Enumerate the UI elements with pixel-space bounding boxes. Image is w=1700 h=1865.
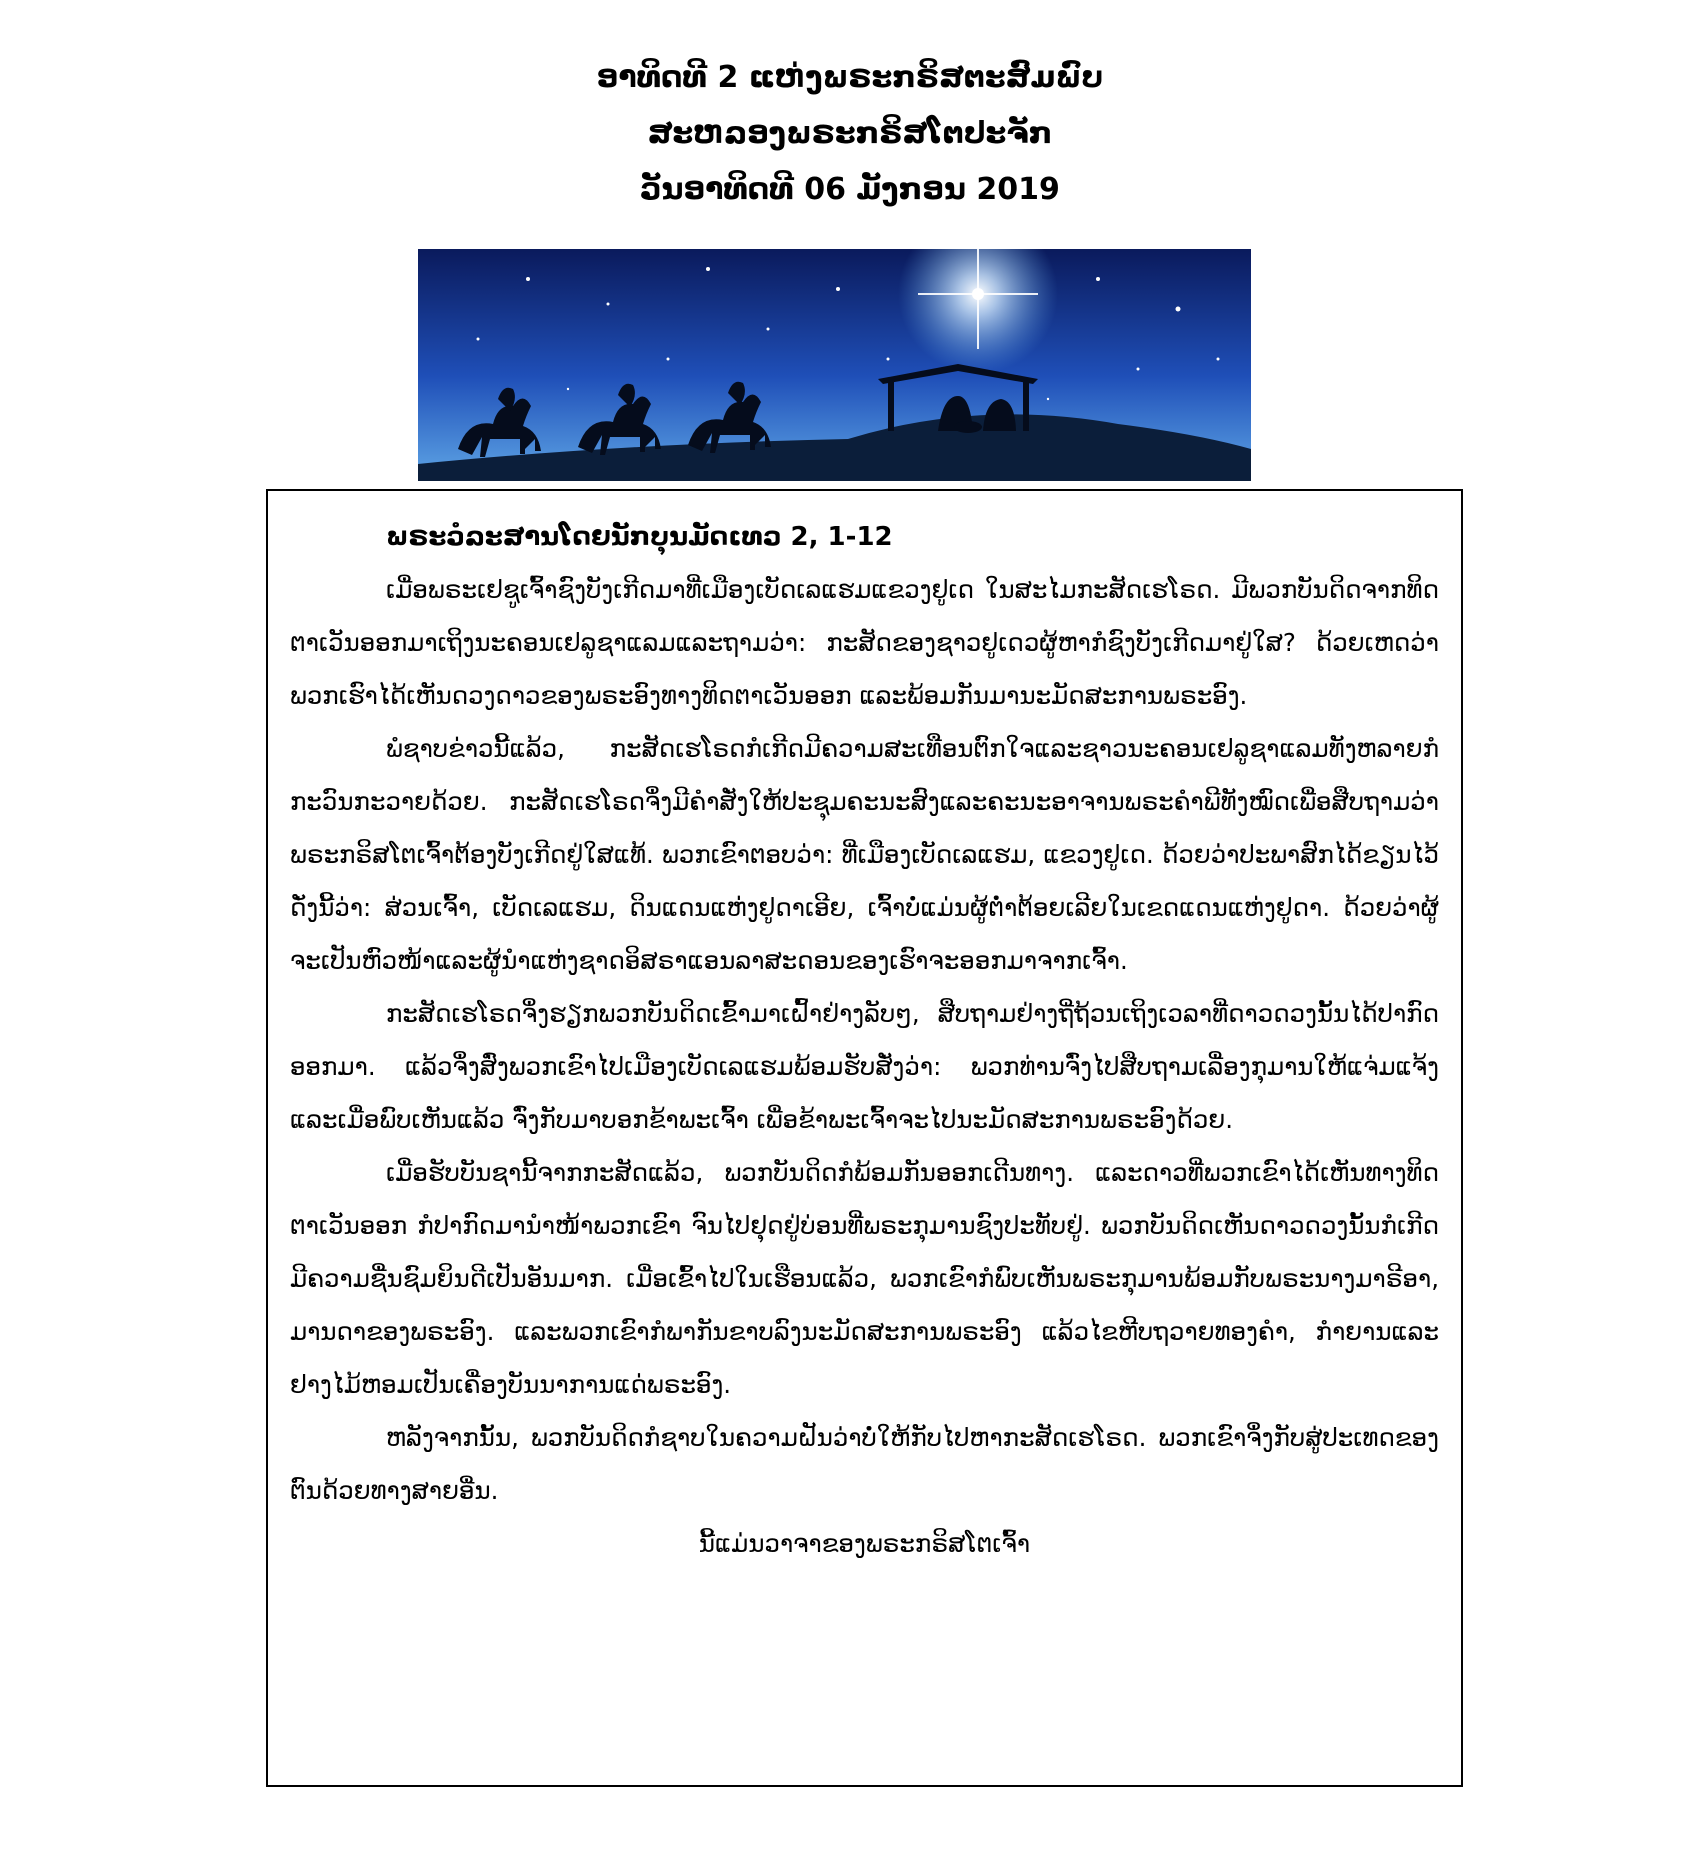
reading-paragraph-1: ເມື່ອພຣະເຢຊູເຈົ້າຊົງບັງເກີດມາທີ່ເມືອງເບັດເລແຮມແຂວງຢູເດ ໃນສະໄມກະສັດເຮໂຣດ. ມີພວກບັນດິດຈາກທິດຕາເວັນອອກມາເຖິງນະຄອນເຢລູຊາແລມແລະຖາມວ່າ: ກະສັດຂອງຊາວຢູເດວຜູ້ຫາກໍຊົງບັງເກີດມາຢູ່ໃສ? ດ້ວຍເຫດວ່າພວກເຮົາໄດ້ເຫັນດວງດາວຂອງພຣະອົງທາງທິດຕາເວັນອອກ ແລະພ້ອມກັນມານະມັດສະການພຣະອົງ.: [290, 575, 1439, 710]
sunday-title: ອາທິດທີ 2 ແຫ່ງພຣະກຣິສຕະສົມພົບ: [596, 60, 1104, 95]
date-title: ວັນອາທິດທີ 06 ມັງກອນ 2019: [640, 172, 1060, 207]
reading-paragraph-4: ເມື່ອຮັບບັນຊານີ້ຈາກກະສັດແລ້ວ, ພວກບັນດິດກໍພ້ອມກັນອອກເດີນທາງ. ແລະດາວທີ່ພວກເຂົາໄດ້ເຫັນທາງທິດຕາເວັນອອກ ກໍປາກົດມານຳໜ້າພວກເຂົາ ຈົນໄປຢຸດຢູ່ບ່ອນທີ່ພຣະກຸມານຊົງປະທັບຢູ່. ພວກບັນດິດເຫັນດາວດວງນັ້ນກໍເກີດມີຄວາມຊື່ນຊົມຍິນດີເປັນອັນມາກ. ເມື່ອເຂົ້າໄປໃນເຮືອນແລ້ວ, ພວກເຂົາກໍພົບເຫັນພຣະກຸມານພ້ອມກັບພຣະນາງມາຣີອາ, ມານດາຂອງພຣະອົງ. ແລະພວກເຂົາກໍພາກັນຂາບລົງນະມັດສະການພຣະອົງ ແລ້ວໄຂຫີບຖວາຍທອງຄຳ, ກຳຍານແລະຢາງໄມ້ຫອມເປັນເຄື່ອງບັນນາການແດ່ພຣະອົງ.: [290, 1158, 1439, 1399]
nativity-banner-image: [418, 249, 1251, 481]
gospel-reading-box: [266, 489, 1463, 1787]
reading-paragraph-3: ກະສັດເຮໂຣດຈຶ່ງຮຽກພວກບັນດິດເຂົ້າມາເຝົ້າຢ່າງລັບໆ, ສືບຖາມຢ່າງຖີ່ຖ້ວນເຖິງເວລາທີ່ດາວດວງນັ້ນໄດ້ປາກົດອອກມາ. ແລ້ວຈຶ່ງສົ່ງພວກເຂົາໄປເມືອງເບັດເລແຮມພ້ອມຮັບສັ່ງວ່າ: ພວກທ່ານຈົ່ງໄປສືບຖາມເລື່ອງກຸມານໃຫ້ແຈ່ມແຈ້ງ ແລະເມື່ອພົບເຫັນແລ້ວ ຈົ່ງກັບມາບອກຂ້າພະເຈົ້າ ເພື່ອຂ້າພະເຈົ້າຈະໄປນະມັດສະການພຣະອົງດ້ວຍ.: [290, 999, 1439, 1134]
page-header: [0, 50, 1700, 218]
closing-acclamation: ນີ້ແມ່ນວາຈາຂອງພຣະກຣິສໂຕເຈົ້າ: [698, 1529, 1031, 1558]
reading-paragraph-5: ຫລັງຈາກນັ້ນ, ພວກບັນດິດກໍຊາບໃນຄວາມຝັນວ່າບໍ່ໃຫ້ກັບໄປຫາກະສັດເຮໂຣດ. ພວກເຂົາຈຶ່ງກັບສູ່ປະເທດຂອງຕົນດ້ວຍທາງສາຍອື່ນ.: [290, 1423, 1439, 1505]
nativity-scene-illustration: [418, 249, 1251, 481]
feast-title: ສະຫລອງພຣະກຣິສໂຕປະຈັກ: [647, 116, 1053, 151]
reading-paragraph-2: ພໍຊາບຂ່າວນີ້ແລ້ວ, ກະສັດເຮໂຣດກໍເກີດມີຄວາມສະເທືອນຕົກໃຈແລະຊາວນະຄອນເຢລູຊາແລມທັງຫລາຍກໍກະວົນກະວາຍດ້ວຍ. ກະສັດເຮໂຣດຈຶ່ງມີຄຳສັ່ງໃຫ້ປະຊຸມຄະນະສົງແລະຄະນະອາຈານພຣະຄຳພີທັງໝົດເພື່ອສືບຖາມວ່າ ພຣະກຣິສໂຕເຈົ້າຕ້ອງບັງເກີດຢູ່ໃສແທ້. ພວກເຂົາຕອບວ່າ: ທີ່ເມືອງເບັດເລແຮມ, ແຂວງຢູເດ. ດ້ວຍວ່າປະພາສົກໄດ້ຂຽນໄວ້ດັ່ງນີ້ວ່າ: ສ່ວນເຈົ້າ, ເບັດເລແຮມ, ດິນແດນແຫ່ງຢູດາເອີຍ, ເຈົ້າບໍ່ແມ່ນຜູ້ຕ່ຳຕ້ອຍເລີຍໃນເຂດແດນແຫ່ງຢູດາ. ດ້ວຍວ່າຜູ້ຈະເປັນຫົວໜ້າແລະຜູ້ນຳແຫ່ງຊາດອິສຣາແອນລາສະດອນຂອງເຮົາຈະອອກມາຈາກເຈົ້າ.: [290, 734, 1439, 975]
gospel-title: ພຣະວໍລະສານໂດຍນັກບຸນມັດເທວ 2, 1-12: [386, 522, 893, 552]
